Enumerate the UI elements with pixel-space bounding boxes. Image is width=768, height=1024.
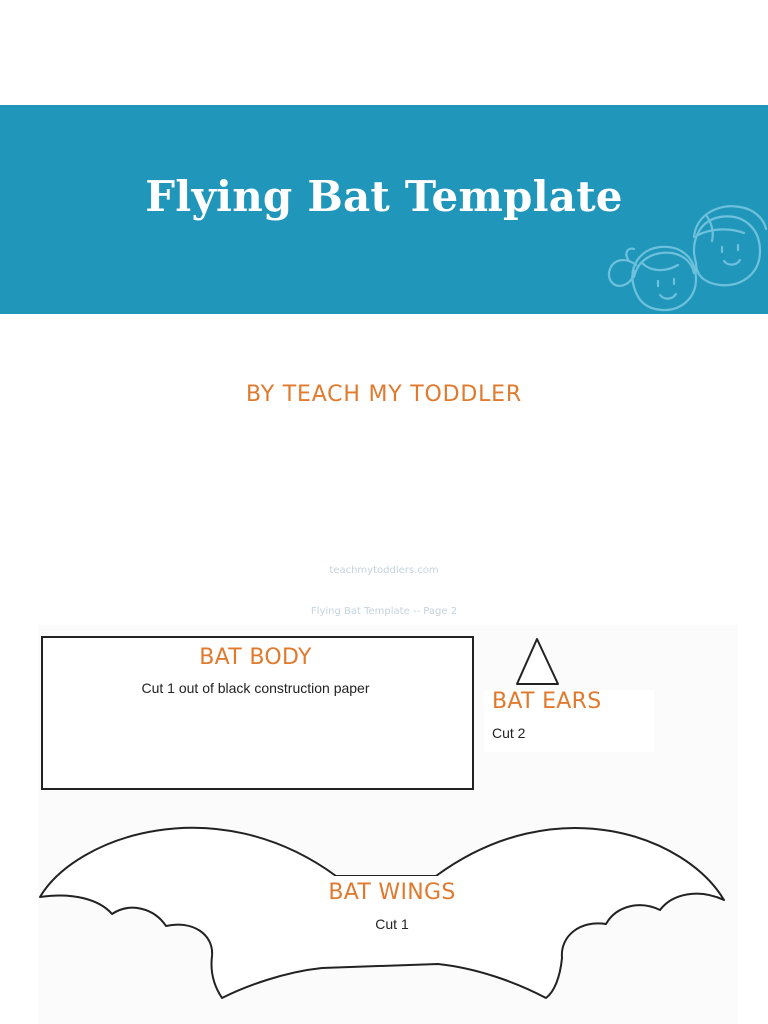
byline: BY TEACH MY TODDLER bbox=[246, 382, 522, 407]
site-footer: teachmytoddlers.com bbox=[329, 565, 439, 576]
bat-ears-note: Cut 2 bbox=[492, 725, 526, 741]
page-title: Flying Bat Template bbox=[145, 172, 623, 221]
bat-body-heading: BAT BODY bbox=[199, 645, 312, 670]
bat-ears-heading: BAT EARS bbox=[492, 689, 602, 714]
title-banner bbox=[0, 105, 768, 314]
page-label: Flying Bat Template -- Page 2 bbox=[310, 606, 458, 617]
bat-body-note: Cut 1 out of black construction paper bbox=[141, 680, 370, 696]
bat-ear-triangle bbox=[512, 636, 564, 688]
bat-wings-note: Cut 1 bbox=[375, 916, 409, 932]
bat-wings-heading: BAT WINGS bbox=[328, 880, 456, 905]
kids-illustration bbox=[598, 193, 768, 314]
